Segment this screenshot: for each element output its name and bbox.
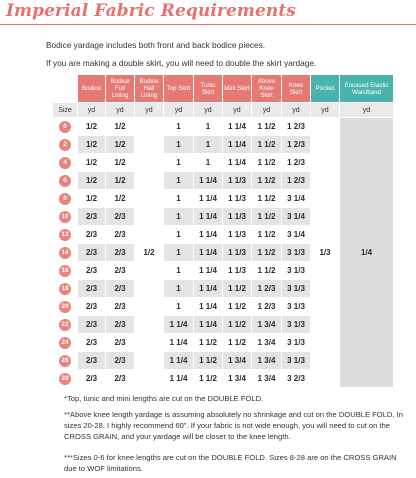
size-cell <box>53 352 78 370</box>
above-knee-skirt-cell: 1 2/3 <box>252 280 282 298</box>
knee-skirt-cell: 1 2/3 <box>282 136 311 154</box>
size-cell <box>53 208 78 226</box>
header-top-skirt: Top Skirt <box>164 75 194 103</box>
size-badge: 26 <box>59 355 71 367</box>
header-pocket: Pocket <box>311 75 340 103</box>
knee-skirt-cell: 1 2/3 <box>282 118 311 136</box>
size-badge: 24 <box>59 337 71 349</box>
size-badge: 22 <box>59 319 71 331</box>
above-knee-skirt-cell: 1 3/4 <box>252 370 282 388</box>
tunic-skirt-cell: 1 <box>194 136 223 154</box>
top-skirt-cell: 1 <box>164 118 194 136</box>
knee-skirt-cell: 3 1/4 <box>282 208 311 226</box>
full-lining-cell: 2/3 <box>106 244 135 262</box>
bodice-cell: 2/3 <box>78 208 106 226</box>
bodice-cell: 2/3 <box>78 316 106 334</box>
unit-cell: yd <box>135 103 164 118</box>
bodice-cell: 2/3 <box>78 298 106 316</box>
mini-skirt-cell: 1 1/3 <box>223 208 252 226</box>
size-cell <box>53 118 78 136</box>
above-knee-skirt-cell: 1 1/2 <box>252 208 282 226</box>
mini-skirt-cell: 1 3/4 <box>223 352 252 370</box>
knee-skirt-cell: 3 1/3 <box>282 280 311 298</box>
full-lining-cell: 2/3 <box>106 280 135 298</box>
knee-skirt-cell: 3 2/3 <box>282 370 311 388</box>
bodice-cell: 2/3 <box>78 370 106 388</box>
table-row <box>53 118 394 136</box>
knee-skirt-cell: 3 1/3 <box>282 352 311 370</box>
tunic-skirt-cell: 1 1/2 <box>194 334 223 352</box>
top-skirt-cell: 1 <box>164 262 194 280</box>
full-lining-cell: 1/2 <box>106 190 135 208</box>
tunic-skirt-cell: 1 <box>194 118 223 136</box>
mini-skirt-cell: 1 1/2 <box>223 316 252 334</box>
mini-skirt-cell: 1 1/2 <box>223 334 252 352</box>
unit-cell: yd <box>340 103 394 118</box>
header-row <box>53 75 394 103</box>
above-knee-skirt-cell: 1 1/2 <box>252 118 282 136</box>
above-knee-skirt-cell: 1 1/2 <box>252 226 282 244</box>
full-lining-cell: 2/3 <box>106 334 135 352</box>
footnote-knee-lengths: ***Sizes 0-6 for knee lengths are cut on the DOUBLE FOLD. Sizes 8-28 are on the CROSS GRAIN due to WOF limitations. <box>64 453 397 473</box>
tunic-skirt-cell: 1 1/4 <box>194 262 223 280</box>
bodice-cell: 2/3 <box>78 262 106 280</box>
above-knee-skirt-cell: 1 1/2 <box>252 262 282 280</box>
mini-skirt-cell: 1 1/3 <box>223 172 252 190</box>
bodice-cell: 1/2 <box>78 136 106 154</box>
mini-skirt-cell: 1 1/3 <box>223 262 252 280</box>
unit-row <box>53 103 394 118</box>
size-badge: 2 <box>59 139 71 151</box>
above-knee-skirt-cell: 1 3/4 <box>252 316 282 334</box>
header-encased-elastic-waistband: Encased Elastic Waistband <box>340 75 394 103</box>
full-lining-cell: 1/2 <box>106 118 135 136</box>
tunic-skirt-cell: 1 1/4 <box>194 172 223 190</box>
intro-double-skirt-note: If you are making a double skirt, you will need to double the skirt yardage. <box>46 58 317 68</box>
above-knee-skirt-cell: 1 1/2 <box>252 190 282 208</box>
pocket-merged-cell: 1/3 <box>311 118 340 388</box>
tunic-skirt-cell: 1 1/4 <box>194 316 223 334</box>
top-skirt-cell: 1 1/4 <box>164 334 194 352</box>
size-badge: 16 <box>59 265 71 277</box>
size-badge: 28 <box>59 373 71 385</box>
mini-skirt-cell: 1 3/4 <box>223 370 252 388</box>
header-tunic-skirt: Tunic Skirt <box>194 75 223 103</box>
top-skirt-cell: 1 1/4 <box>164 370 194 388</box>
tunic-skirt-cell: 1 1/2 <box>194 370 223 388</box>
top-skirt-cell: 1 <box>164 244 194 262</box>
above-knee-skirt-cell: 1 3/4 <box>252 334 282 352</box>
knee-skirt-cell: 3 1/4 <box>282 190 311 208</box>
full-lining-cell: 2/3 <box>106 298 135 316</box>
tunic-skirt-cell: 1 1/4 <box>194 208 223 226</box>
header-mini-skirt: Mini Skirt <box>223 75 252 103</box>
tunic-skirt-cell: 1 1/4 <box>194 244 223 262</box>
full-lining-cell: 1/2 <box>106 172 135 190</box>
size-cell <box>53 154 78 172</box>
footnote-double-fold: *Top, tunic and mini lengths are cut on the DOUBLE FOLD. <box>64 394 264 403</box>
top-skirt-cell: 1 1/4 <box>164 352 194 370</box>
size-cell <box>53 226 78 244</box>
waistband-merged-cell: 1/4 <box>340 118 394 388</box>
footnote-above-knee: **Above knee length yardage is assuming absolutely no shrinkage and cut on the DOUBLE FOLD. In sizes 20-28, I highly recommend 60". If your fabric is not wide enough, you will need to cut on the CROSS GRAIN, and your yardage will be closer to the knee length. <box>64 410 403 441</box>
header-bodice-full-lining: Bodice Full Lining <box>106 75 135 103</box>
bodice-cell: 2/3 <box>78 352 106 370</box>
unit-cell: yd <box>106 103 135 118</box>
unit-cell: yd <box>282 103 311 118</box>
mini-skirt-cell: 1 1/4 <box>223 136 252 154</box>
top-skirt-cell: 1 <box>164 208 194 226</box>
bodice-cell: 1/2 <box>78 154 106 172</box>
size-badge: 12 <box>59 229 71 241</box>
title-underline <box>0 24 416 25</box>
tunic-skirt-cell: 1 1/4 <box>194 298 223 316</box>
mini-skirt-cell: 1 1/3 <box>223 190 252 208</box>
size-cell <box>53 298 78 316</box>
bodice-cell: 1/2 <box>78 190 106 208</box>
top-skirt-cell: 1 <box>164 226 194 244</box>
page-title: Imperial Fabric Requirements <box>6 1 296 21</box>
full-lining-cell: 1/2 <box>106 136 135 154</box>
header-blank <box>53 75 78 103</box>
knee-skirt-cell: 3 1/4 <box>282 226 311 244</box>
size-cell <box>53 172 78 190</box>
bodice-cell: 2/3 <box>78 244 106 262</box>
tunic-skirt-cell: 1 1/2 <box>194 352 223 370</box>
top-skirt-cell: 1 <box>164 280 194 298</box>
full-lining-cell: 2/3 <box>106 370 135 388</box>
above-knee-skirt-cell: 1 3/4 <box>252 352 282 370</box>
size-cell <box>53 280 78 298</box>
full-lining-cell: 2/3 <box>106 352 135 370</box>
size-badge: 14 <box>59 247 71 259</box>
full-lining-cell: 2/3 <box>106 316 135 334</box>
header-knee-skirt: Knee Skirt <box>282 75 311 103</box>
mini-skirt-cell: 1 1/3 <box>223 226 252 244</box>
tunic-skirt-cell: 1 <box>194 154 223 172</box>
above-knee-skirt-cell: 1 2/3 <box>252 298 282 316</box>
bodice-cell: 2/3 <box>78 334 106 352</box>
size-badge: 0 <box>59 121 71 133</box>
bodice-cell: 1/2 <box>78 118 106 136</box>
full-lining-cell: 1/2 <box>106 154 135 172</box>
mini-skirt-cell: 1 1/3 <box>223 244 252 262</box>
knee-skirt-cell: 3 1/3 <box>282 298 311 316</box>
unit-cell: yd <box>223 103 252 118</box>
unit-cell: yd <box>78 103 106 118</box>
mini-skirt-cell: 1 1/2 <box>223 280 252 298</box>
tunic-skirt-cell: 1 1/4 <box>194 226 223 244</box>
full-lining-cell: 2/3 <box>106 208 135 226</box>
knee-skirt-cell: 3 1/3 <box>282 262 311 280</box>
full-lining-cell: 2/3 <box>106 226 135 244</box>
knee-skirt-cell: 3 1/3 <box>282 244 311 262</box>
mini-skirt-cell: 1 1/2 <box>223 298 252 316</box>
unit-cell: yd <box>194 103 223 118</box>
size-cell <box>53 190 78 208</box>
size-badge: 6 <box>59 175 71 187</box>
above-knee-skirt-cell: 1 1/2 <box>252 154 282 172</box>
knee-skirt-cell: 3 1/3 <box>282 334 311 352</box>
top-skirt-cell: 1 <box>164 172 194 190</box>
size-cell <box>53 334 78 352</box>
tunic-skirt-cell: 1 1/4 <box>194 190 223 208</box>
knee-skirt-cell: 3 1/3 <box>282 316 311 334</box>
full-lining-cell: 2/3 <box>106 262 135 280</box>
top-skirt-cell: 1 1/4 <box>164 316 194 334</box>
header-bodice: Bodice <box>78 75 106 103</box>
size-badge: 8 <box>59 193 71 205</box>
intro-bodice-note: Bodice yardage includes both front and back bodice pieces. <box>46 40 266 50</box>
above-knee-skirt-cell: 1 1/2 <box>252 172 282 190</box>
size-badge: 20 <box>59 301 71 313</box>
knee-skirt-cell: 1 2/3 <box>282 154 311 172</box>
size-cell <box>53 316 78 334</box>
unit-cell: yd <box>311 103 340 118</box>
tunic-skirt-cell: 1 1/4 <box>194 280 223 298</box>
unit-cell: yd <box>164 103 194 118</box>
half-lining-merged-cell: 1/2 <box>135 118 164 388</box>
mini-skirt-cell: 1 1/4 <box>223 154 252 172</box>
mini-skirt-cell: 1 1/4 <box>223 118 252 136</box>
size-badge: 18 <box>59 283 71 295</box>
header-bodice-half-lining: Bodice Half Lining <box>135 75 164 103</box>
top-skirt-cell: 1 <box>164 154 194 172</box>
fabric-requirements-table <box>52 74 394 388</box>
size-cell <box>53 244 78 262</box>
size-badge: 4 <box>59 157 71 169</box>
bodice-cell: 2/3 <box>78 280 106 298</box>
top-skirt-cell: 1 <box>164 298 194 316</box>
bodice-cell: 2/3 <box>78 226 106 244</box>
unit-cell: yd <box>252 103 282 118</box>
top-skirt-cell: 1 <box>164 190 194 208</box>
top-skirt-cell: 1 <box>164 136 194 154</box>
bodice-cell: 1/2 <box>78 172 106 190</box>
size-cell <box>53 262 78 280</box>
above-knee-skirt-cell: 1 1/2 <box>252 244 282 262</box>
size-badge: 10 <box>59 211 71 223</box>
unit-size: Size <box>53 103 78 118</box>
header-above-knee-skirt: Above Knee Skirt <box>252 75 282 103</box>
size-cell <box>53 136 78 154</box>
above-knee-skirt-cell: 1 1/2 <box>252 136 282 154</box>
size-cell <box>53 370 78 388</box>
knee-skirt-cell: 1 2/3 <box>282 172 311 190</box>
